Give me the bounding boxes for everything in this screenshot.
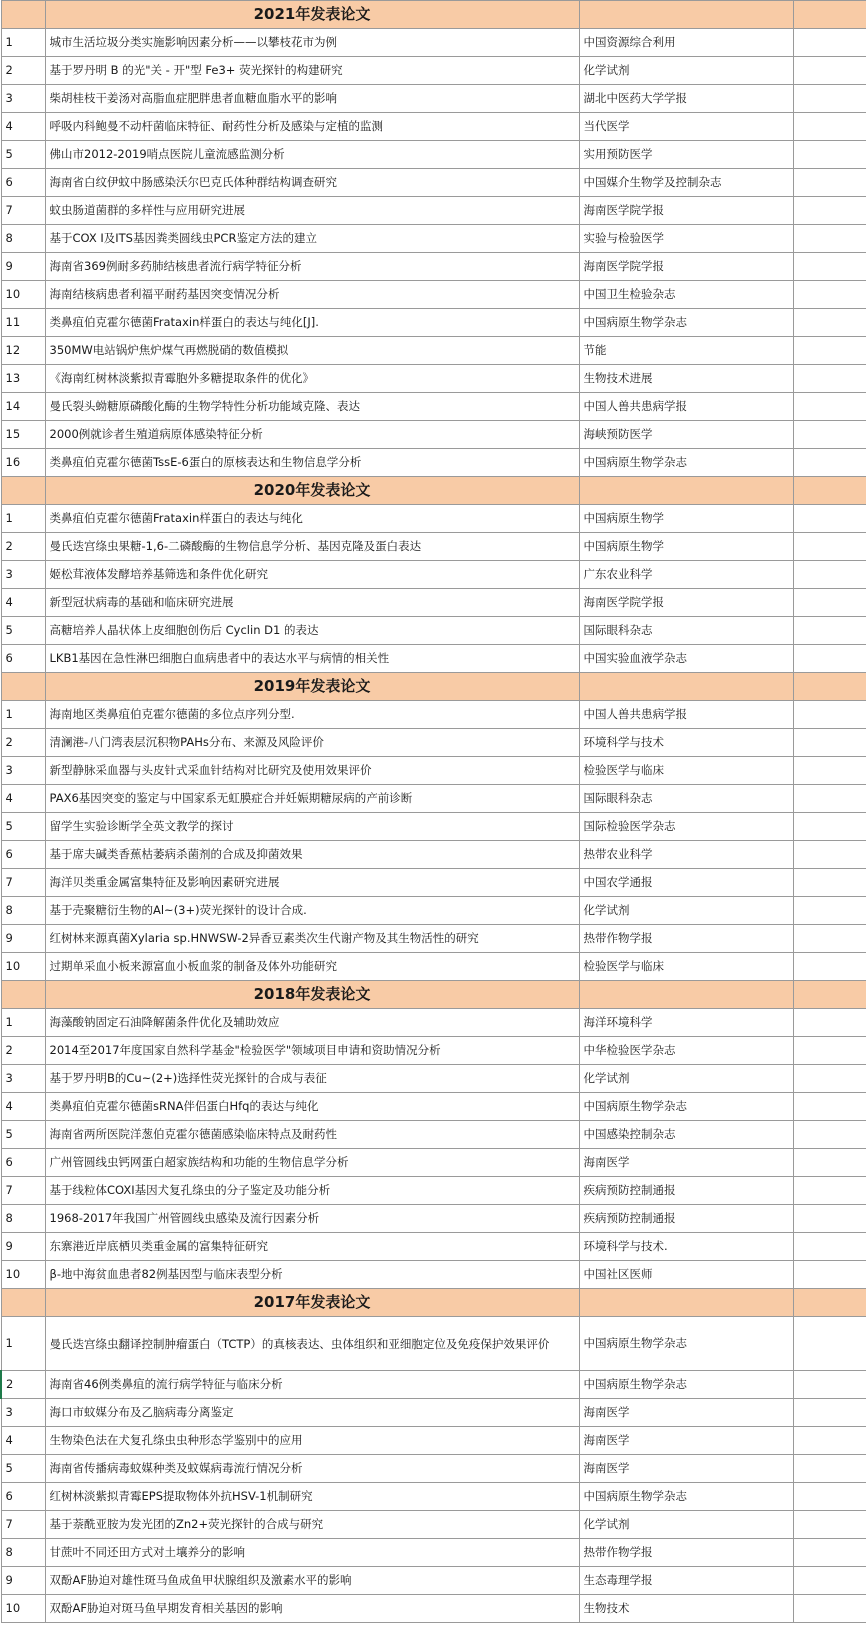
cell-empty[interactable] [793, 29, 866, 57]
row-number-cell[interactable]: 6 [1, 1149, 45, 1177]
journal-cell[interactable]: 中国病原生物学杂志 [579, 1483, 793, 1511]
paper-title-cell[interactable]: 佛山市2012-2019哨点医院儿童流感监测分析 [45, 141, 579, 169]
row-number-cell[interactable]: 11 [1, 309, 45, 337]
journal-cell[interactable]: 海洋环境科学 [579, 1009, 793, 1037]
table-row [1, 1511, 866, 1539]
row-number-cell[interactable]: 2 [1, 1371, 45, 1399]
paper-title-cell[interactable]: 姬松茸液体发酵培养基筛选和条件优化研究 [45, 561, 579, 589]
journal-cell[interactable]: 化学试剂 [579, 897, 793, 925]
journal-cell[interactable]: 中国卫生检验杂志 [579, 281, 793, 309]
table-row [1, 1065, 866, 1093]
journal-cell[interactable]: 中国人兽共患病学报 [579, 393, 793, 421]
table-row [1, 141, 866, 169]
paper-title-cell[interactable]: 海南结核病患者利福平耐药基因突变情况分析 [45, 281, 579, 309]
paper-title-cell[interactable]: 基于萘酰亚胺为发光团的Zn2+荧光探针的合成与研究 [45, 1511, 579, 1539]
cell-empty[interactable] [793, 337, 866, 365]
journal-cell[interactable]: 生物技术 [579, 1595, 793, 1623]
year-section-header [1, 1289, 866, 1317]
table-row [1, 85, 866, 113]
cell-empty[interactable] [793, 1371, 866, 1399]
paper-title-cell[interactable]: 双酚AF胁迫对雄性斑马鱼成鱼甲状腺组织及激素水平的影响 [45, 1567, 579, 1595]
section-heading[interactable]: 2021年发表论文 [45, 1, 579, 29]
paper-title-cell[interactable]: 类鼻疽伯克霍尔德菌Frataxin样蛋白的表达与纯化[J]. [45, 309, 579, 337]
table-row [1, 365, 866, 393]
journal-cell[interactable]: 海南医学 [579, 1399, 793, 1427]
paper-title-cell[interactable]: 清澜港-八门湾表层沉积物PAHs分布、来源及风险评价 [45, 729, 579, 757]
paper-title-cell[interactable]: 基于COX Ⅰ及ITS基因粪类圆线虫PCR鉴定方法的建立 [45, 225, 579, 253]
paper-title-cell[interactable]: 柴胡桂枝干姜汤对高脂血症肥胖患者血糖血脂水平的影响 [45, 85, 579, 113]
paper-title-cell[interactable]: 城市生活垃圾分类实施影响因素分析——以攀枝花市为例 [45, 29, 579, 57]
row-number-cell[interactable]: 5 [1, 813, 45, 841]
cell-empty[interactable] [793, 1483, 866, 1511]
journal-cell[interactable]: 化学试剂 [579, 57, 793, 85]
journal-cell[interactable]: 海南医学 [579, 1149, 793, 1177]
cell-empty[interactable] [793, 701, 866, 729]
cell-empty[interactable] [793, 1149, 866, 1177]
cell-empty[interactable] [1, 673, 45, 701]
row-number-cell[interactable]: 1 [1, 29, 45, 57]
cell-empty[interactable] [793, 197, 866, 225]
paper-title-cell[interactable]: 基于壳聚糖衍生物的Al~(3+)荧光探针的设计合成. [45, 897, 579, 925]
journal-cell[interactable]: 中国社区医师 [579, 1261, 793, 1289]
paper-title-cell[interactable]: β-地中海贫血患者82例基因型与临床表型分析 [45, 1261, 579, 1289]
cell-empty[interactable] [1, 1, 45, 29]
cell-empty[interactable] [793, 1093, 866, 1121]
journal-cell[interactable]: 广东农业科学 [579, 561, 793, 589]
cell-empty[interactable] [793, 141, 866, 169]
row-number-cell[interactable]: 10 [1, 953, 45, 981]
row-number-cell[interactable]: 7 [1, 869, 45, 897]
cell-empty[interactable] [793, 57, 866, 85]
cell-empty[interactable] [793, 533, 866, 561]
paper-title-cell[interactable]: 曼氏裂头蚴糖原磷酸化酶的生物学特性分析功能域克隆、表达 [45, 393, 579, 421]
cell-empty[interactable] [793, 393, 866, 421]
paper-title-cell[interactable]: 双酚AF胁迫对斑马鱼早期发育相关基因的影响 [45, 1595, 579, 1623]
table-row [1, 1093, 866, 1121]
row-number-cell[interactable]: 9 [1, 925, 45, 953]
journal-cell[interactable]: 实用预防医学 [579, 141, 793, 169]
row-number-cell[interactable]: 5 [1, 141, 45, 169]
journal-cell[interactable]: 海南医学 [579, 1427, 793, 1455]
paper-title-cell[interactable]: 呼吸内科鲍曼不动杆菌临床特征、耐药性分析及感染与定植的监测 [45, 113, 579, 141]
cell-empty[interactable] [793, 1567, 866, 1595]
journal-cell[interactable]: 海峡预防医学 [579, 421, 793, 449]
table-row [1, 729, 866, 757]
journal-cell[interactable]: 生物技术进展 [579, 365, 793, 393]
cell-empty[interactable] [793, 1455, 866, 1483]
paper-title-cell[interactable]: 海南省两所医院洋葱伯克霍尔德菌感染临床特点及耐药性 [45, 1121, 579, 1149]
paper-title-cell[interactable]: 类鼻疽伯克霍尔德菌TssE-6蛋白的原核表达和生物信息学分析 [45, 449, 579, 477]
journal-cell[interactable]: 中国人兽共患病学报 [579, 701, 793, 729]
cell-empty[interactable] [1, 981, 45, 1009]
cell-empty[interactable] [793, 113, 866, 141]
table-row [1, 645, 866, 673]
paper-title-cell[interactable]: 高糖培养人晶状体上皮细胞创伤后 Cyclin D1 的表达 [45, 617, 579, 645]
table-row [1, 1149, 866, 1177]
row-number-cell[interactable]: 6 [1, 1483, 45, 1511]
cell-empty[interactable] [793, 953, 866, 981]
cell-empty[interactable] [579, 673, 793, 701]
table-row [1, 113, 866, 141]
table-row [1, 925, 866, 953]
paper-title-cell[interactable]: 甘蔗叶不同还田方式对土壤养分的影响 [45, 1539, 579, 1567]
paper-title-cell[interactable]: PAX6基因突变的鉴定与中国家系无虹膜症合并妊娠期糖尿病的产前诊断 [45, 785, 579, 813]
cell-empty[interactable] [793, 85, 866, 113]
row-number-cell[interactable]: 7 [1, 197, 45, 225]
cell-empty[interactable] [793, 1539, 866, 1567]
journal-cell[interactable]: 中国农学通报 [579, 869, 793, 897]
journal-cell[interactable]: 热带作物学报 [579, 1539, 793, 1567]
row-number-cell[interactable]: 6 [1, 645, 45, 673]
cell-empty[interactable] [793, 1261, 866, 1289]
table-row [1, 701, 866, 729]
row-number-cell[interactable]: 3 [1, 85, 45, 113]
cell-empty[interactable] [793, 1, 866, 29]
section-heading[interactable]: 2017年发表论文 [45, 1289, 579, 1317]
paper-title-cell[interactable]: 过期单采血小板来源富血小板血浆的制备及体外功能研究 [45, 953, 579, 981]
journal-cell[interactable]: 中国实验血液学杂志 [579, 645, 793, 673]
paper-title-cell[interactable]: 曼氏迭宫绦虫翻译控制肿瘤蛋白（TCTP）的真核表达、虫体组织和亚细胞定位及免疫保护效果评价 [45, 1317, 579, 1371]
journal-cell[interactable]: 湖北中医药大学学报 [579, 85, 793, 113]
table-row [1, 1205, 866, 1233]
row-number-cell[interactable]: 5 [1, 1121, 45, 1149]
journal-cell[interactable]: 中国病原生物学 [579, 505, 793, 533]
cell-empty[interactable] [793, 645, 866, 673]
table-row [1, 1037, 866, 1065]
journal-cell[interactable]: 海南医学院学报 [579, 197, 793, 225]
cell-empty[interactable] [793, 1009, 866, 1037]
journal-cell[interactable]: 中国感染控制杂志 [579, 1121, 793, 1149]
table-row [1, 29, 866, 57]
journal-cell[interactable]: 国际眼科杂志 [579, 617, 793, 645]
journal-cell[interactable]: 热带作物学报 [579, 925, 793, 953]
table-row [1, 505, 866, 533]
row-number-cell[interactable]: 8 [1, 1539, 45, 1567]
table-row [1, 1261, 866, 1289]
table-row [1, 813, 866, 841]
table-row [1, 281, 866, 309]
cell-empty[interactable] [793, 897, 866, 925]
table-row [1, 421, 866, 449]
journal-cell[interactable]: 检验医学与临床 [579, 953, 793, 981]
table-row [1, 869, 866, 897]
cell-empty[interactable] [793, 1317, 866, 1371]
row-number-cell[interactable]: 2 [1, 57, 45, 85]
row-number-cell[interactable]: 4 [1, 589, 45, 617]
section-heading[interactable]: 2020年发表论文 [45, 477, 579, 505]
cell-empty[interactable] [579, 1, 793, 29]
paper-title-cell[interactable]: 2000例就诊者生殖道病原体感染特征分析 [45, 421, 579, 449]
table-row [1, 1567, 866, 1595]
paper-title-cell[interactable]: 基于罗丹明 B 的光"关 - 开"型 Fe3+ 荧光探针的构建研究 [45, 57, 579, 85]
journal-cell[interactable]: 实验与检验医学 [579, 225, 793, 253]
cell-empty[interactable] [793, 1065, 866, 1093]
journal-cell[interactable]: 中国资源综合利用 [579, 29, 793, 57]
table-row [1, 1317, 866, 1371]
row-number-cell[interactable]: 6 [1, 841, 45, 869]
journal-cell[interactable]: 中国病原生物学杂志 [579, 309, 793, 337]
journal-cell[interactable]: 化学试剂 [579, 1511, 793, 1539]
table-row [1, 337, 866, 365]
paper-title-cell[interactable]: 留学生实验诊断学全英文教学的探讨 [45, 813, 579, 841]
journal-cell[interactable]: 疾病预防控制通报 [579, 1177, 793, 1205]
cell-empty[interactable] [793, 1037, 866, 1065]
journal-cell[interactable]: 中国病原生物学杂志 [579, 449, 793, 477]
cell-empty[interactable] [793, 421, 866, 449]
row-number-cell[interactable]: 7 [1, 1511, 45, 1539]
row-number-cell[interactable]: 4 [1, 1093, 45, 1121]
table-row [1, 449, 866, 477]
paper-title-cell[interactable]: 基于线粒体COXⅠ基因犬复孔绦虫的分子鉴定及功能分析 [45, 1177, 579, 1205]
paper-title-cell[interactable]: 广州管圆线虫钙网蛋白超家族结构和功能的生物信息学分析 [45, 1149, 579, 1177]
section-heading[interactable]: 2019年发表论文 [45, 673, 579, 701]
paper-title-cell[interactable]: LKB1基因在急性淋巴细胞白血病患者中的表达水平与病情的相关性 [45, 645, 579, 673]
journal-cell[interactable]: 当代医学 [579, 113, 793, 141]
cell-empty[interactable] [793, 841, 866, 869]
row-number-cell[interactable]: 1 [1, 505, 45, 533]
table-row [1, 617, 866, 645]
cell-empty[interactable] [793, 561, 866, 589]
row-number-cell[interactable]: 2 [1, 533, 45, 561]
section-heading[interactable]: 2018年发表论文 [45, 981, 579, 1009]
paper-title-cell[interactable]: 曼氏迭宫绦虫果糖-1,6-二磷酸酶的生物信息学分析、基因克隆及蛋白表达 [45, 533, 579, 561]
row-number-cell[interactable]: 9 [1, 1567, 45, 1595]
cell-empty[interactable] [793, 1121, 866, 1149]
paper-title-cell[interactable]: 类鼻疽伯克霍尔德菌Frataxin样蛋白的表达与纯化 [45, 505, 579, 533]
table-row [1, 533, 866, 561]
table-row [1, 785, 866, 813]
cell-empty[interactable] [793, 869, 866, 897]
cell-empty[interactable] [793, 365, 866, 393]
table-row [1, 1455, 866, 1483]
cell-empty[interactable] [793, 1205, 866, 1233]
row-number-cell[interactable]: 4 [1, 113, 45, 141]
table-row [1, 253, 866, 281]
table-row [1, 757, 866, 785]
paper-title-cell[interactable]: 《海南红树林淡紫拟青霉胞外多糖提取条件的优化》 [45, 365, 579, 393]
row-number-cell[interactable]: 1 [1, 1317, 45, 1371]
cell-empty[interactable] [1, 477, 45, 505]
row-number-cell[interactable]: 8 [1, 897, 45, 925]
cell-empty[interactable] [793, 925, 866, 953]
cell-empty[interactable] [579, 477, 793, 505]
row-number-cell[interactable]: 3 [1, 1065, 45, 1093]
journal-cell[interactable]: 中国病原生物学 [579, 533, 793, 561]
row-number-cell[interactable]: 9 [1, 1233, 45, 1261]
journal-cell[interactable]: 节能 [579, 337, 793, 365]
table-row [1, 57, 866, 85]
row-number-cell[interactable]: 3 [1, 757, 45, 785]
table-row [1, 1399, 866, 1427]
cell-empty[interactable] [793, 813, 866, 841]
paper-title-cell[interactable]: 海南省369例耐多药肺结核患者流行病学特征分析 [45, 253, 579, 281]
table-row [1, 561, 866, 589]
journal-cell[interactable]: 海南医学 [579, 1455, 793, 1483]
table-row [1, 1121, 866, 1149]
cell-empty[interactable] [793, 1177, 866, 1205]
cell-empty[interactable] [793, 309, 866, 337]
row-number-cell[interactable]: 3 [1, 561, 45, 589]
row-number-cell[interactable]: 13 [1, 365, 45, 393]
row-number-cell[interactable]: 10 [1, 1261, 45, 1289]
table-row [1, 1483, 866, 1511]
paper-title-cell[interactable]: 海洋贝类重金属富集特征及影响因素研究进展 [45, 869, 579, 897]
row-number-cell[interactable]: 1 [1, 701, 45, 729]
table-row [1, 1177, 866, 1205]
row-number-cell[interactable]: 15 [1, 421, 45, 449]
table-row [1, 225, 866, 253]
paper-title-cell[interactable]: 基于席夫碱类香蕉枯萎病杀菌剂的合成及抑菌效果 [45, 841, 579, 869]
row-number-cell[interactable]: 16 [1, 449, 45, 477]
paper-title-cell[interactable]: 1968-2017年我国广州管圆线虫感染及流行因素分析 [45, 1205, 579, 1233]
journal-cell[interactable]: 中国病原生物学杂志 [579, 1371, 793, 1399]
row-number-cell[interactable]: 1 [1, 1009, 45, 1037]
year-section-header [1, 477, 866, 505]
cell-empty[interactable] [793, 1427, 866, 1455]
cell-empty[interactable] [1, 1289, 45, 1317]
table-row [1, 169, 866, 197]
cell-empty[interactable] [793, 225, 866, 253]
table-row [1, 197, 866, 225]
cell-empty[interactable] [793, 589, 866, 617]
row-number-cell[interactable]: 3 [1, 1399, 45, 1427]
cell-empty[interactable] [793, 729, 866, 757]
table-row [1, 841, 866, 869]
paper-title-cell[interactable]: 海藻酸钠固定石油降解菌条件优化及辅助效应 [45, 1009, 579, 1037]
paper-title-cell[interactable]: 海南省46例类鼻疽的流行病学特征与临床分析 [45, 1371, 579, 1399]
paper-title-cell[interactable]: 350MW电站锅炉焦炉煤气再燃脱硝的数值模拟 [45, 337, 579, 365]
cell-empty[interactable] [579, 981, 793, 1009]
cell-empty[interactable] [579, 1289, 793, 1317]
year-section-header [1, 1, 866, 29]
row-number-cell[interactable]: 5 [1, 1455, 45, 1483]
cell-empty[interactable] [793, 505, 866, 533]
table-row [1, 1233, 866, 1261]
cell-empty[interactable] [793, 449, 866, 477]
year-section-header [1, 981, 866, 1009]
row-number-cell[interactable]: 7 [1, 1177, 45, 1205]
journal-cell[interactable]: 中华检验医学杂志 [579, 1037, 793, 1065]
table-row [1, 1371, 866, 1399]
paper-title-cell[interactable]: 海南省白纹伊蚊中肠感染沃尔巴克氏体种群结构调查研究 [45, 169, 579, 197]
row-number-cell[interactable]: 8 [1, 225, 45, 253]
row-number-cell[interactable]: 8 [1, 1205, 45, 1233]
table-row [1, 1009, 866, 1037]
row-number-cell[interactable]: 12 [1, 337, 45, 365]
row-number-cell[interactable]: 14 [1, 393, 45, 421]
paper-title-cell[interactable]: 基于罗丹明B的Cu~(2+)选择性荧光探针的合成与表征 [45, 1065, 579, 1093]
row-number-cell[interactable]: 10 [1, 281, 45, 309]
cell-empty[interactable] [793, 981, 866, 1009]
paper-title-cell[interactable]: 2014至2017年度国家自然科学基金"检验医学"领域项目申请和资助情况分析 [45, 1037, 579, 1065]
table-row [1, 1595, 866, 1623]
paper-title-cell[interactable]: 生物染色法在犬复孔绦虫虫种形态学鉴别中的应用 [45, 1427, 579, 1455]
cell-empty[interactable] [793, 1289, 866, 1317]
cell-empty[interactable] [793, 1233, 866, 1261]
paper-title-cell[interactable]: 类鼻疽伯克霍尔德菌sRNA伴侣蛋白Hfq的表达与纯化 [45, 1093, 579, 1121]
row-number-cell[interactable]: 2 [1, 729, 45, 757]
paper-title-cell[interactable]: 海口市蚊媒分布及乙脑病毒分离鉴定 [45, 1399, 579, 1427]
journal-cell[interactable]: 海南医学院学报 [579, 253, 793, 281]
paper-title-cell[interactable]: 蚊虫肠道菌群的多样性与应用研究进展 [45, 197, 579, 225]
journal-cell[interactable]: 化学试剂 [579, 1065, 793, 1093]
cell-empty[interactable] [793, 169, 866, 197]
journal-cell[interactable]: 环境科学与技术. [579, 1233, 793, 1261]
cell-empty[interactable] [793, 281, 866, 309]
journal-cell[interactable]: 疾病预防控制通报 [579, 1205, 793, 1233]
journal-cell[interactable]: 海南医学院学报 [579, 589, 793, 617]
row-number-cell[interactable]: 9 [1, 253, 45, 281]
cell-empty[interactable] [793, 673, 866, 701]
paper-title-cell[interactable]: 东寨港近岸底栖贝类重金属的富集特征研究 [45, 1233, 579, 1261]
journal-cell[interactable]: 生态毒理学报 [579, 1567, 793, 1595]
cell-empty[interactable] [793, 617, 866, 645]
table-row [1, 1427, 866, 1455]
cell-empty[interactable] [793, 253, 866, 281]
row-number-cell[interactable]: 4 [1, 1427, 45, 1455]
table-row [1, 897, 866, 925]
row-number-cell[interactable]: 2 [1, 1037, 45, 1065]
paper-title-cell[interactable]: 新型静脉采血器与头皮针式采血针结构对比研究及使用效果评价 [45, 757, 579, 785]
journal-cell[interactable]: 国际眼科杂志 [579, 785, 793, 813]
table-row [1, 953, 866, 981]
journal-cell[interactable]: 中国病原生物学杂志 [579, 1093, 793, 1121]
paper-title-cell[interactable]: 红树林淡紫拟青霉EPS提取物体外抗HSV-1机制研究 [45, 1483, 579, 1511]
journal-cell[interactable]: 国际检验医学杂志 [579, 813, 793, 841]
paper-title-cell[interactable]: 新型冠状病毒的基础和临床研究进展 [45, 589, 579, 617]
year-section-header [1, 673, 866, 701]
cell-empty[interactable] [793, 477, 866, 505]
row-number-cell[interactable]: 5 [1, 617, 45, 645]
journal-cell[interactable]: 热带农业科学 [579, 841, 793, 869]
table-row [1, 393, 866, 421]
journal-cell[interactable]: 环境科学与技术 [579, 729, 793, 757]
papers-table-body [1, 1, 866, 1623]
table-row [1, 589, 866, 617]
journal-cell[interactable]: 中国媒介生物学及控制杂志 [579, 169, 793, 197]
cell-empty[interactable] [793, 1399, 866, 1427]
cell-empty[interactable] [793, 1511, 866, 1539]
paper-title-cell[interactable]: 红树林来源真菌Xylaria sp.HNWSW-2异香豆素类次生代谢产物及其生物活性的研究 [45, 925, 579, 953]
journal-cell[interactable]: 中国病原生物学杂志 [579, 1317, 793, 1371]
row-number-cell[interactable]: 6 [1, 169, 45, 197]
journal-cell[interactable]: 检验医学与临床 [579, 757, 793, 785]
paper-title-cell[interactable]: 海南省传播病毒蚊媒种类及蚊媒病毒流行情况分析 [45, 1455, 579, 1483]
row-number-cell[interactable]: 4 [1, 785, 45, 813]
cell-empty[interactable] [793, 757, 866, 785]
paper-title-cell[interactable]: 海南地区类鼻疽伯克霍尔德菌的多位点序列分型. [45, 701, 579, 729]
table-row [1, 1539, 866, 1567]
cell-empty[interactable] [793, 1595, 866, 1623]
cell-empty[interactable] [793, 785, 866, 813]
table-row [1, 309, 866, 337]
row-number-cell[interactable]: 10 [1, 1595, 45, 1623]
